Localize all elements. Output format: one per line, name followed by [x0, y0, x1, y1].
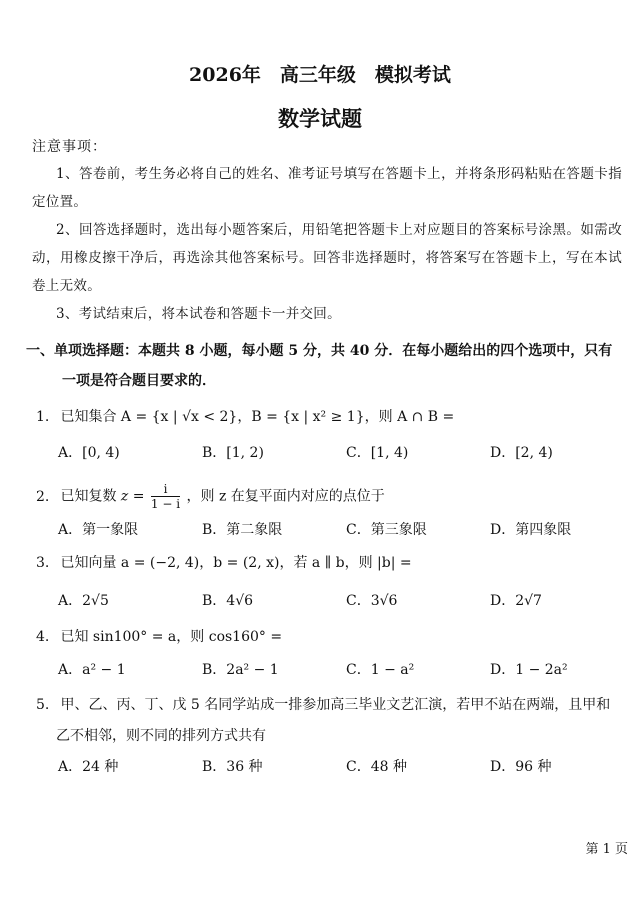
section-heading [26, 336, 622, 396]
option-b: B．36 种 [202, 759, 263, 775]
option-d: D．第四象限 [490, 522, 572, 538]
question-number: 1. [36, 409, 50, 425]
option-b: B．第二象限 [202, 522, 283, 538]
option-d: D．[2, 4) [490, 445, 553, 461]
question-2-options [58, 519, 618, 541]
question-4-options [58, 659, 618, 681]
question-4 [36, 626, 622, 648]
option-c: C．48 种 [346, 759, 407, 775]
fraction-numerator: i [151, 482, 180, 497]
question-1-options [58, 442, 618, 464]
question-5-options [58, 756, 618, 778]
fraction [151, 482, 180, 511]
question-3-options [58, 590, 618, 612]
option-c: C．第三象限 [346, 522, 427, 538]
question-text: 已知向量 a = (−2, 4)，b = (2, x)，若 a ∥ b，则 |b| = [60, 555, 412, 571]
option-c: C．1 − a² [346, 662, 415, 678]
option-d: D．96 种 [490, 759, 552, 775]
question-text: 已知 sin100° = a，则 cos160° = [60, 629, 283, 645]
option-a: A．第一象限 [58, 522, 139, 538]
question-number: 4. [36, 629, 50, 645]
question-number: 5. [36, 697, 50, 713]
option-a: A．2√5 [58, 593, 109, 609]
question-5 [36, 690, 622, 752]
option-b: B．4√6 [202, 593, 254, 609]
option-c: C．3√6 [346, 593, 398, 609]
option-a: A．a² − 1 [58, 662, 126, 678]
question-3 [36, 552, 622, 574]
option-d: D．2√7 [490, 593, 542, 609]
question-1 [36, 406, 622, 428]
note-item-2: 2、回答选择题时，选出每小题答案后，用铅笔把答题卡上对应题目的答案标号涂黑。如需改动，用橡皮擦干净后，再选涂其他答案标号。回答非选择题时，将答案写在答题卡上，写在本试卷上无效。 [32, 222, 622, 294]
question-text: 已知集合 A = {x | √x < 2}，B = {x | x² ≥ 1}，则 A ∩ B = [60, 409, 455, 425]
question-prefix: 已知复数 [60, 488, 117, 505]
question-text-line1: 甲、乙、丙、丁、戊 5 名同学站成一排参加高三毕业文艺汇演，若甲不站在两端，且甲和 [60, 697, 611, 713]
note-item-3: 3、考试结束后，将本试卷和答题卡一并交回。 [56, 306, 341, 322]
option-b: B．[1, 2) [202, 445, 264, 461]
option-a: A．24 种 [58, 759, 119, 775]
option-b: B．2a² − 1 [202, 662, 279, 678]
section-heading-line2: 一项是符合题目要求的． [62, 373, 216, 389]
question-number: 2. [36, 488, 50, 505]
notes-heading: 注意事项： [32, 139, 107, 155]
question-suffix: ，则 z 在复平面内对应的点位于 [186, 488, 385, 505]
section-heading-line1: 一、单项选择题：本题共 8 小题，每小题 5 分，共 40 分．在每小题给出的四个选项中，只有 [26, 343, 613, 359]
exam-subtitle: 数学试题 [278, 106, 362, 131]
note-item-1: 1、答卷前，考生务必将自己的姓名、准考证号填写在答题卡上，并将条形码粘贴在答题卡指定位置。 [32, 166, 622, 210]
question-number: 3. [36, 555, 50, 571]
question-2: 2. 已知复数 z = $\frac{i}{1 - i}$ ，则 z 在复平面内对应的点位于 [36, 482, 385, 511]
option-d: D．1 − 2a² [490, 662, 568, 678]
question-text-line2: 乙不相邻，则不同的排列方式共有 [56, 728, 266, 744]
option-c: C．[1, 4) [346, 445, 409, 461]
exam-title: 2026年 高三年级 模拟考试 [189, 64, 451, 86]
page-number: 第 1 页 [585, 842, 628, 857]
option-a: A．[0, 4) [58, 445, 120, 461]
fraction-denominator: 1 − i [150, 497, 181, 511]
